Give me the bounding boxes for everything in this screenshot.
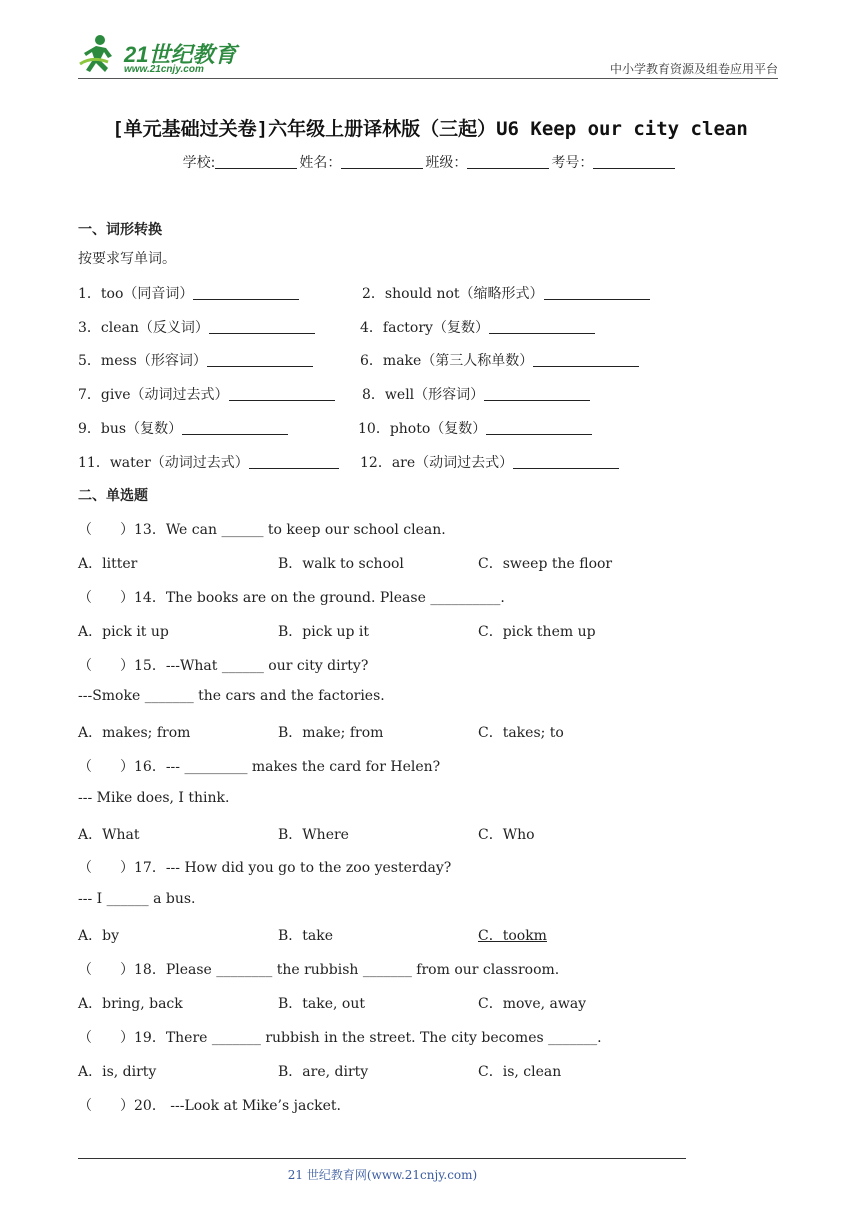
answer-blank[interactable] [544, 286, 650, 300]
word-row [78, 317, 778, 337]
option-c[interactable]: C．tookm [478, 928, 547, 944]
name-blank[interactable] [341, 155, 423, 169]
option-a[interactable]: A．bring, back [78, 996, 183, 1012]
word-item: 8．well（形容词） [362, 384, 590, 404]
exam-title: [单元基础过关卷]六年级上册译林版（三起）U6 Keep our city clean [112, 118, 748, 140]
word-row [78, 418, 778, 438]
question-stem-line2: --- I ______ a bus. [78, 891, 196, 907]
footer-text[interactable]: 21 世纪教育网(www.21cnjy.com) [287, 1168, 478, 1182]
option-a[interactable]: A．pick it up [78, 624, 169, 640]
answer-blank[interactable] [193, 286, 299, 300]
exam-no-blank[interactable] [593, 155, 675, 169]
word-item: 12．are（动词过去式） [360, 452, 619, 472]
option-a[interactable]: A．by [78, 928, 119, 944]
word-item: 4．factory（复数） [360, 317, 595, 337]
option-b[interactable]: B．Where [278, 827, 349, 843]
site-logo [78, 32, 248, 80]
answer-blank[interactable] [486, 421, 592, 435]
logo-text: 21世纪教育 [124, 42, 237, 67]
option-c[interactable]: C．Who [478, 827, 535, 843]
answer-blank[interactable] [489, 320, 595, 334]
option-b[interactable]: B．pick up it [278, 624, 370, 640]
question-stem-line2: --- Mike does, I think. [78, 790, 230, 806]
answer-blank[interactable] [249, 455, 339, 469]
question-stem-line2: ---Smoke _______ the cars and the factories. [78, 688, 385, 704]
logo-url: www.21cnjy.com [124, 64, 204, 75]
word-item: 6．make（第三人称单数） [360, 350, 639, 370]
answer-blank[interactable] [209, 320, 315, 334]
name-label: 姓名： [299, 155, 342, 171]
page-header [78, 30, 778, 82]
option-c[interactable]: C．is, clean [478, 1064, 562, 1080]
word-row [78, 283, 778, 303]
school-blank[interactable] [215, 155, 297, 169]
question-stem: （ ）19．There _______ rubbish in the street. The city becomes _______. [78, 1030, 602, 1046]
question-stem: （ ）15．---What ______ our city dirty? [78, 658, 369, 674]
answer-blank[interactable] [207, 353, 313, 367]
option-b[interactable]: B．take [278, 928, 334, 944]
option-a[interactable]: A．is, dirty [78, 1064, 157, 1080]
class-label: 班级： [425, 155, 468, 171]
option-b[interactable]: B．make; from [278, 725, 384, 741]
section-heading: 一、词形转换 [78, 222, 162, 238]
word-item: 9．bus（复数） [78, 418, 288, 438]
school-label: 学校: [182, 155, 216, 171]
question-stem: （ ）13．We can ______ to keep our school clean. [78, 522, 446, 538]
question-stem: （ ）16．--- _________ makes the card for Helen? [78, 759, 441, 775]
word-item: 2．should not（缩略形式） [362, 283, 650, 303]
runner-logo-icon [78, 32, 124, 76]
word-row [78, 384, 778, 404]
question-stem: （ ）20． ---Look at Mike’s jacket. [78, 1098, 342, 1114]
option-b[interactable]: B．are, dirty [278, 1064, 369, 1080]
option-c[interactable]: C．takes; to [478, 725, 564, 741]
question-stem: （ ）18．Please ________ the rubbish _______ from our classroom. [78, 962, 560, 978]
word-item: 3．clean（反义词） [78, 317, 315, 337]
word-item: 5．mess（形容词） [78, 350, 313, 370]
section-heading: 二、单选题 [78, 488, 148, 504]
student-info [0, 152, 860, 172]
answer-blank[interactable] [229, 387, 335, 401]
answer-blank[interactable] [182, 421, 288, 435]
word-item: 1．too（同音词） [78, 283, 299, 303]
footer-divider [78, 1158, 686, 1159]
option-b[interactable]: B．walk to school [278, 556, 404, 572]
word-row [78, 452, 778, 472]
option-c[interactable]: C．pick them up [478, 624, 596, 640]
header-divider [78, 78, 778, 79]
word-row [78, 350, 778, 370]
word-item: 11．water（动词过去式） [78, 452, 339, 472]
class-blank[interactable] [467, 155, 549, 169]
option-a[interactable]: A．makes; from [78, 725, 191, 741]
option-a[interactable]: A．What [78, 827, 140, 843]
option-c[interactable]: C．sweep the floor [478, 556, 613, 572]
answer-blank[interactable] [513, 455, 619, 469]
word-item: 10．photo（复数） [358, 418, 592, 438]
answer-blank[interactable] [533, 353, 639, 367]
answer-blank[interactable] [484, 387, 590, 401]
question-stem: （ ）17．--- How did you go to the zoo yesterday? [78, 860, 452, 876]
option-b[interactable]: B．take, out [278, 996, 366, 1012]
exam-no-label: 考号： [551, 155, 594, 171]
word-item: 7．give（动词过去式） [78, 384, 335, 404]
option-a[interactable]: A．litter [78, 556, 138, 572]
option-c[interactable]: C．move, away [478, 996, 587, 1012]
question-stem: （ ）14．The books are on the ground. Please __________. [78, 590, 505, 606]
section-instruction: 按要求写单词。 [78, 251, 176, 267]
platform-name: 中小学教育资源及组卷应用平台 [609, 62, 778, 76]
